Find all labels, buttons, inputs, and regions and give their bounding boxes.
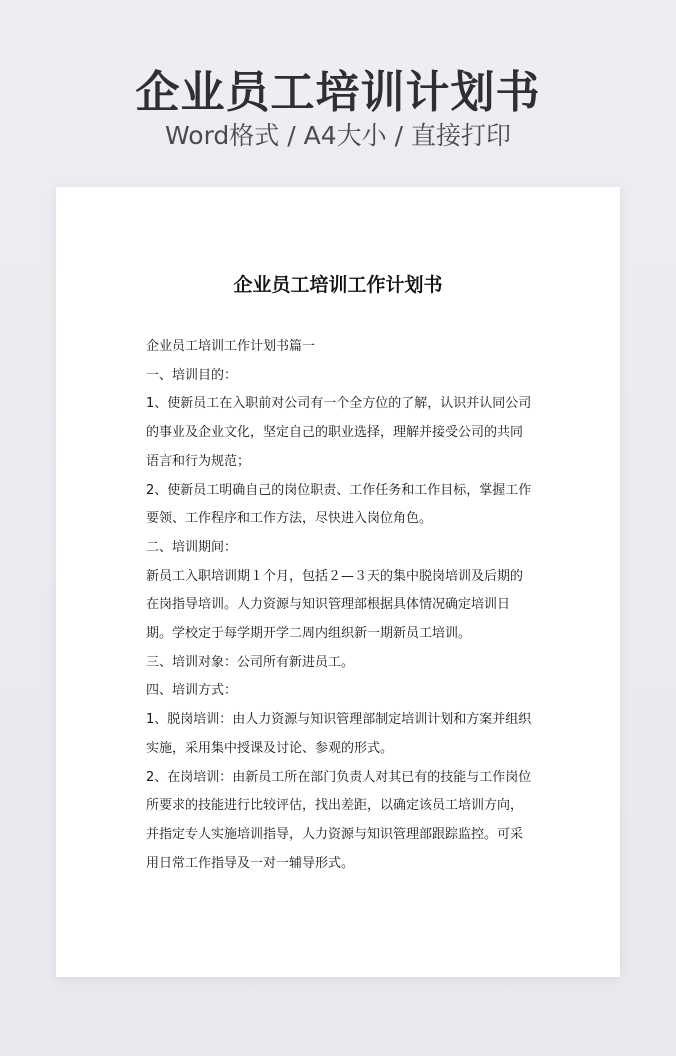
section-heading-period: 二、培训期间：: [146, 539, 238, 555]
paragraph-method-1: 1、脱岗培训：由人力资源与知识管理部制定培训计划和方案并组织实施，采用集中授课及讨论、参观的形式。: [146, 712, 532, 756]
section-heading-target: 三、培训对象：公司所有新进员工。: [146, 654, 355, 670]
document-page: [56, 187, 620, 977]
section-heading-part1: 企业员工培训工作计划书篇一: [146, 339, 316, 354]
paragraph-method-2: 2、在岗培训：由新员工所在部门负责人对其已有的技能与工作岗位所要求的技能进行比较评估，找出差距，以确定该员工培训方向，并指定专人实施培训指导，人力资源与知识管理部跟踪监控。可采用日常工作指导及一对一辅导形式。: [146, 769, 532, 871]
document-body: [146, 333, 532, 878]
paragraph-purpose-2: 2、使新员工明确自己的岗位职责、工作任务和工作目标，掌握工作要领、工作程序和工作方法，尽快进入岗位角色。: [146, 482, 532, 527]
paragraph-purpose-1: 1、使新员工在入职前对公司有一个全方位的了解，认识并认同公司的事业及企业文化，坚定自己的职业选择，理解并接受公司的共同语言和行为规范；: [146, 396, 532, 469]
paragraph-period: 新员工入职培训期１个月，包括２—３天的集中脱岗培训及后期的在岗指导培训。人力资源与知识管理部根据具体情况确定培训日期。学校定于每学期开学二周内组织新一期新员工培训。: [146, 568, 524, 642]
section-heading-purpose: 一、培训目的：: [146, 367, 238, 383]
document-title: 企业员工培训工作计划书: [233, 274, 443, 296]
banner-title: 企业员工培训计划书: [135, 67, 541, 118]
section-heading-method: 四、培训方式：: [146, 683, 238, 699]
banner-subtitle: Word格式 / A4大小 / 直接打印: [165, 121, 511, 150]
